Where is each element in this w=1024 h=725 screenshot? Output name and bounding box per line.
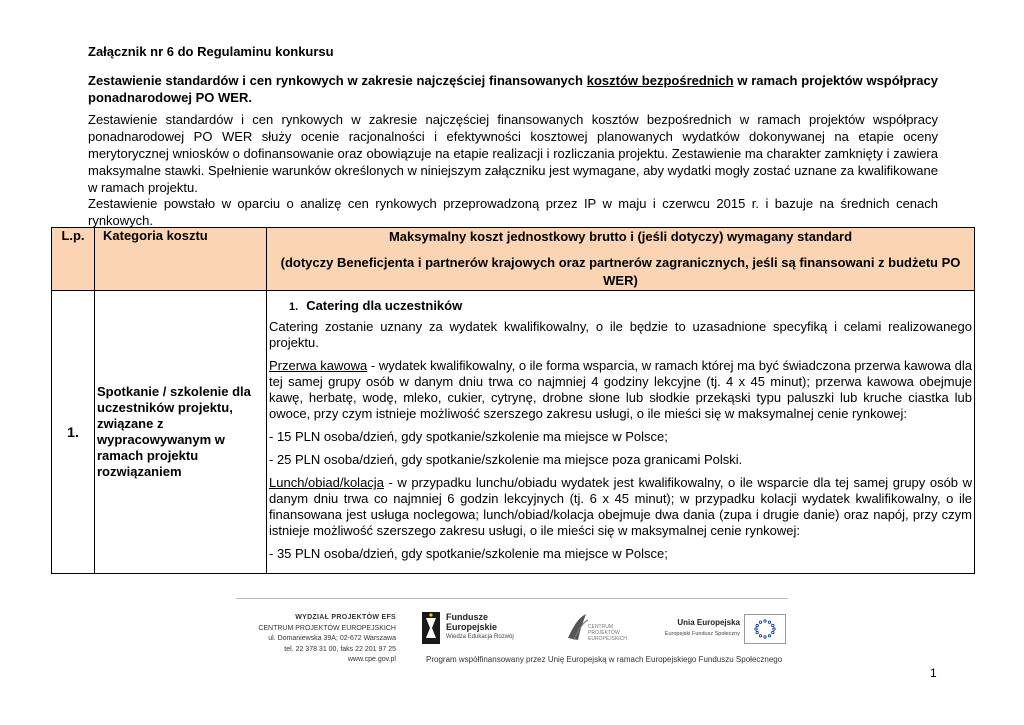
coffee-break-paragraph (269, 358, 972, 422)
catering-intro: Catering zostanie uznany za wydatek kwalifikowalny, o ile będzie to uzasadnione specyfiką i celami realizowanego projektu. (269, 319, 972, 350)
row-content (267, 291, 974, 573)
doc-title-underlined: kosztów bezpośrednich (586, 73, 734, 88)
header-max-line1: Maksymalny koszt jednostkowy brutto i (jeśli dotyczy) wymagany standard (388, 229, 853, 244)
ue-title: Unia Europejska (677, 618, 740, 627)
lunch-label: Lunch/obiad/kolacja (269, 475, 384, 490)
cpe-logo-text: CENTRUM PROJEKTÓW EUROPEJSKICH (588, 624, 627, 642)
footer-org-line: www.cpe.gov.pl (347, 656, 396, 663)
row-lp: 1. (52, 291, 95, 574)
fe-logo-text (446, 612, 497, 632)
coffee-rate-abroad: - 25 PLN osoba/dzień, gdy spotkanie/szkolenie ma miejsce poza granicami Polski. (269, 452, 743, 467)
section-title: Catering dla uczestników (306, 298, 463, 313)
lunch-paragraph (269, 475, 972, 539)
page-number: 1 (930, 666, 937, 680)
document-title (88, 72, 938, 106)
ue-subtitle: Europejski Fundusz Społeczny (664, 631, 740, 637)
row-content-cell (267, 291, 975, 574)
fe-logo-line2: Europejskie (446, 622, 498, 632)
fe-logo-line1: Fundusze (446, 612, 488, 622)
doc-title-part1: Zestawienie standardów i cen rynkowych w zakresie najczęściej finansowanych (88, 73, 587, 88)
lunch-rate-poland: - 35 PLN osoba/dzień, gdy spotkanie/szkolenie ma miejsce w Polsce; (269, 546, 668, 561)
eu-flag-icon (744, 614, 786, 644)
footer-org-line: tel. 22 378 31 00, faks 22 201 97 25 (284, 645, 396, 653)
footer-org-line: CENTRUM PROJEKTÓW EUROPEJSKICH (258, 624, 396, 632)
footer-cofinancing-note: Program współfinansowany przez Unię Europejską w ramach Europejskiego Funduszu Społecznego (426, 655, 783, 664)
coffee-break-label: Przerwa kawowa (269, 358, 368, 373)
table-header-row (52, 228, 975, 291)
header-category: Kategoria kosztu (95, 228, 267, 291)
header-max-line2: (dotyczy Beneficjenta i partnerów krajowych oraz partnerów zagranicznych, jeśli są finansowani z budżetu PO WER) (280, 255, 961, 288)
footer-org-block (236, 613, 396, 666)
footer-org-line: ul. Domaniewska 39A; 02-672 Warszawa (268, 635, 396, 642)
lunch-text: - w przypadku lunchu/obiadu wydatek jest kwalifikowalny, o ile wsparcie dla tej samej grupy osób w danym dniu trwa co najmniej 6 godzin lekcyjnych (tj. 6 x 45 minut); w przypadku kolacji wydatek kwalifikowalny, o ile finansowana jest usługa noclegowa; lunch/obiad/kolacja obejmuje dwa dania (zupa i drugie danie) oraz napój, przy czym istnieje możliwość szerszego zakresu usługi, o ile mieści się w maksymalnej cenie rynkowej: (269, 475, 972, 538)
header-lp: L.p. (52, 228, 95, 291)
coffee-break-text: - wydatek kwalifikowalny, o ile forma wsparcia, w ramach której ma być świadczona przerwa kawowa dla tej samej grupy osób w danym dniu trwa co najmniej 4 godziny lekcyjne (tj. 4 x 45 minut); przerwa kawowa obejmuje kawę, herbatę, wodę, mleko, cukier, cytrynę, drobne słone lub słodkie przekąski typu paluszki lub kruche ciastka lub owoce, przy czym istnieje możliwość szerszego zakresu usługi, o ile mieści się w maksymalnej cenie rynkowej: (269, 358, 972, 421)
footer-org-line: WYDZIAŁ PROJEKTÓW EFS (295, 614, 396, 621)
footer-rule (236, 598, 788, 599)
coffee-rate-poland: - 15 PLN osoba/dzień, gdy spotkanie/szkolenie ma miejsce w Polsce; (269, 429, 668, 444)
fe-logo-sub: Wiedza Edukacja Rozwój (446, 634, 514, 640)
standards-table (51, 227, 975, 574)
row-category: Spotkanie / szkolenie dla uczestników projektu, związane z wypracowywanym w ramach projektu rozwiązaniem (95, 291, 267, 574)
doc-title-part2: w ramach projektów współpracy ponadnarodowej PO WER. (88, 73, 938, 105)
intro-paragraph-1: Zestawienie standardów i cen rynkowych w zakresie najczęściej finansowanych kosztów bezpośrednich w ramach projektów współpracy ponadnarodowej PO WER służy ocenie racjonalności i efektywności kosztowej planowanych wydatków dokonywanej na etapie oceny merytorycznej wniosków o dofinansowanie oraz obowiązuje na etapie realizacji i rozliczania projektu. Zestawienie ma charakter zamknięty i zawiera maksymalne stawki. Spełnienie warunków określonych w niniejszym załączniku jest wymagane, aby wydatki mogły zostać uznane za kwalifikowane w ramach projektu. (88, 112, 938, 195)
intro-paragraph-2: Zestawienie powstało w oparciu o analizę cen rynkowych przeprowadzoną przez IP w maju i czerwcu 2015 r. i bazuje na średnich cenach rynkowych. (88, 196, 938, 228)
header-max-cost (267, 228, 975, 291)
section-number: 1. (289, 301, 299, 313)
attachment-title: Załącznik nr 6 do Regulaminu konkursu (88, 44, 334, 59)
table-row (52, 291, 975, 574)
section-heading (289, 298, 972, 313)
